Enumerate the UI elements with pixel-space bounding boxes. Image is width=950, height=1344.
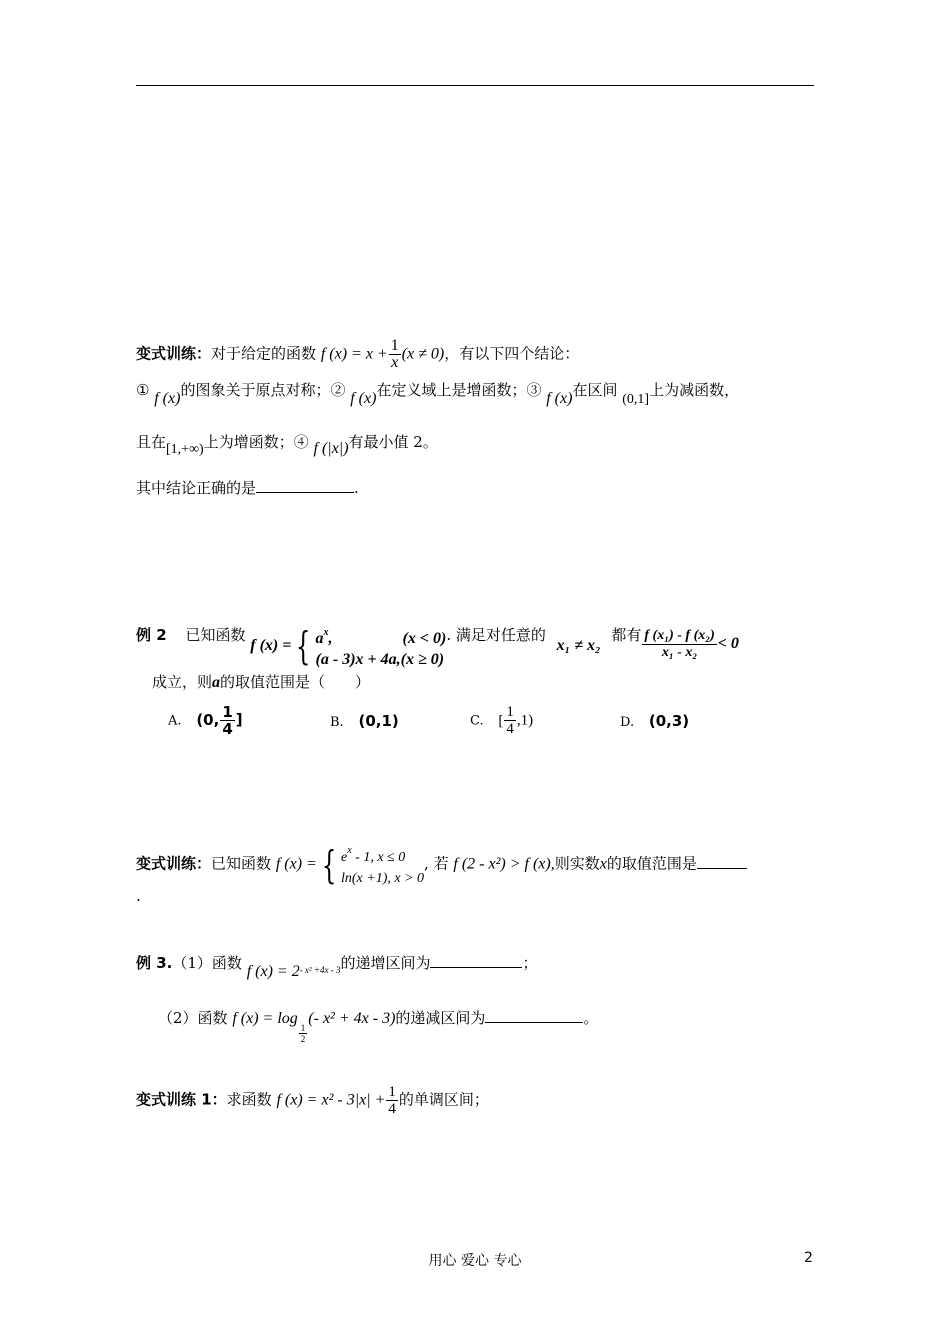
option-b-label: B. (330, 715, 344, 730)
example3-p1-exp: - x² +4x - 3 (299, 965, 341, 975)
example3-p1-b: 的递增区间为 (340, 954, 431, 972)
interval-1: (0,1] (622, 392, 650, 407)
exercise3-text-b: 的单调区间； (398, 1090, 489, 1109)
option-c-label: C. (470, 713, 484, 729)
exercise2-end (136, 886, 141, 906)
exercise2-title: 变式训练： (136, 854, 212, 873)
example3-p2-arg: (- x² + 4x - 3) (308, 1010, 396, 1027)
exercise2-ineq: f (2 - x²) > f (x), (453, 855, 555, 873)
exercise3-text-a: 求函数 (226, 1090, 272, 1109)
exercise3-func: f (x) = x² - 3|x| + (276, 1091, 386, 1109)
example2-line2-b: 的取值范围是（ ） (220, 673, 371, 691)
exercise1-title: 变式训练： (136, 344, 212, 363)
example3-p1-end: ； (522, 954, 538, 972)
item3-text: 在区间 (572, 381, 618, 399)
example3-line2 (158, 1008, 599, 1044)
answer-blank[interactable] (256, 478, 354, 493)
exercise2-line1 (136, 840, 747, 889)
example2-ineq: < 0 (717, 635, 739, 652)
case2-cond: (x ≥ 0) (400, 651, 445, 668)
exercise2-lhs: f (x) = (275, 855, 317, 873)
example3-line1 (136, 952, 538, 980)
item4-text: 有最小值 2。 (348, 433, 438, 451)
example2-line1 (136, 612, 739, 668)
item1-mark: ① (136, 381, 150, 399)
exercise2-text-d: 的取值范围是 (606, 854, 697, 873)
exercise1-line3 (136, 432, 438, 457)
exercise2-text-b: , 若 (424, 854, 449, 873)
exercise2-brace: { (321, 842, 337, 887)
exercise2-text-a: 已知函数 (211, 854, 272, 873)
line3-text-b: 上为增函数；④ (203, 433, 309, 451)
example3-p2-a: （2）函数 (158, 1009, 228, 1027)
item1-text: 的图象关于原点对称；② (180, 381, 346, 399)
case1-cond: (x < 0) (402, 630, 447, 647)
option-d-value: (0,3) (648, 712, 690, 730)
page-number: 2 (804, 1250, 813, 1266)
example3-label: 例 3. (136, 954, 173, 972)
option-a-pre: (0, (196, 710, 220, 729)
example3-p2-func: f (x) = log (232, 1010, 298, 1027)
example3-blank2[interactable] (485, 1008, 583, 1023)
exercise1-func: f (x) = x + (320, 345, 388, 363)
example3-p1-a: （1）函数 (172, 954, 242, 972)
case1-expr: a (315, 630, 324, 647)
example2-lhs: f (x) = (250, 637, 292, 654)
example2-line2-a: 成立，则 (152, 673, 213, 691)
question-end: . (354, 479, 359, 497)
exercise2-var: x (599, 855, 607, 873)
case2: ln(x +1), x > 0 (341, 871, 425, 886)
exercise1-question (136, 478, 359, 498)
case1-e: e (341, 850, 348, 865)
option-b-value: (0,1) (358, 712, 399, 730)
example2-fraction: $\frac{\text{f (x₁) - f (x₂)}}{\text{x₁ - x₂}}$ (644, 627, 715, 660)
exercise1-fraction: $\frac{1}{x}$ (390, 337, 399, 371)
example2-text-c: 都有 (611, 626, 642, 644)
option-c-fraction: $\frac{1}{4}$ (506, 704, 514, 737)
exercise2-cases (341, 840, 424, 889)
case2-expr: (a - 3)x + 4a, (315, 651, 401, 668)
option-d[interactable] (620, 712, 689, 730)
question-text: 其中结论正确的是 (136, 479, 257, 497)
example2-neq: x₁ ≠ x₂ (556, 637, 601, 654)
option-a-fraction: $\frac{1}{4}$ (222, 703, 233, 738)
option-a-post: ] (235, 710, 243, 729)
item3-func: f (x) (546, 390, 573, 407)
option-c-post: ,1) (516, 712, 534, 729)
footer-text: 用心 爱心 专心 (428, 1253, 522, 1269)
exercise2-answer-blank[interactable] (697, 854, 747, 869)
example2-line2 (152, 672, 370, 693)
case1-sup: x (347, 845, 352, 856)
exercise2-text-c: 则实数 (554, 854, 600, 873)
option-c[interactable] (470, 704, 533, 737)
line3-text-a: 且在 (136, 433, 167, 451)
example3-p2-end: 。 (583, 1009, 599, 1027)
exercise1-line1 (136, 338, 579, 371)
example2-label: 例 2 (136, 626, 167, 644)
item3-text2: 上为减函数， (649, 381, 740, 399)
option-b[interactable] (330, 712, 399, 730)
exercise2-end-dot: . (136, 887, 141, 905)
exercise3-title: 变式训练 1： (136, 1090, 227, 1109)
item2-text: 在定义域上是增函数；③ (376, 381, 542, 399)
example3-p2-b: 的递减区间为 (395, 1009, 486, 1027)
case1-tail: , (328, 630, 333, 647)
item4-func: f (|x|) (313, 440, 349, 457)
option-c-pre: [ (498, 712, 504, 729)
example2-var-a: a (212, 674, 221, 691)
option-d-label: D. (620, 715, 635, 730)
example2-text-b: . 满足对任意的 (446, 626, 546, 644)
example3-blank1[interactable] (430, 953, 522, 968)
item1-func: f (x) (154, 390, 181, 407)
item2-func: f (x) (350, 390, 377, 407)
case1-rest: - 1, x ≤ 0 (351, 850, 406, 865)
exercise1-cond: (x ≠ 0) (401, 345, 445, 363)
interval-2: [1,+∞) (166, 442, 204, 457)
example3-log-base: $\frac{1}{2}$ (300, 1022, 306, 1044)
case1-sup: x (323, 627, 329, 638)
exercise1-text-b: ，有以下四个结论： (444, 344, 580, 363)
option-a-label: A. (168, 713, 182, 729)
option-a[interactable] (168, 704, 243, 737)
example3-p1-func: f (x) = 2 (246, 963, 300, 980)
exercise1-text-a: 对于给定的函数 (211, 344, 317, 363)
example2-text-a: 已知函数 (185, 626, 246, 644)
exercise3-line1 (136, 1084, 489, 1117)
exercise1-line2 (136, 380, 740, 407)
exercise3-fraction: $\frac{1}{4}$ (388, 1084, 396, 1117)
example2-cases (316, 622, 447, 670)
header-rule (136, 85, 814, 86)
example2-brace: { (296, 624, 311, 668)
